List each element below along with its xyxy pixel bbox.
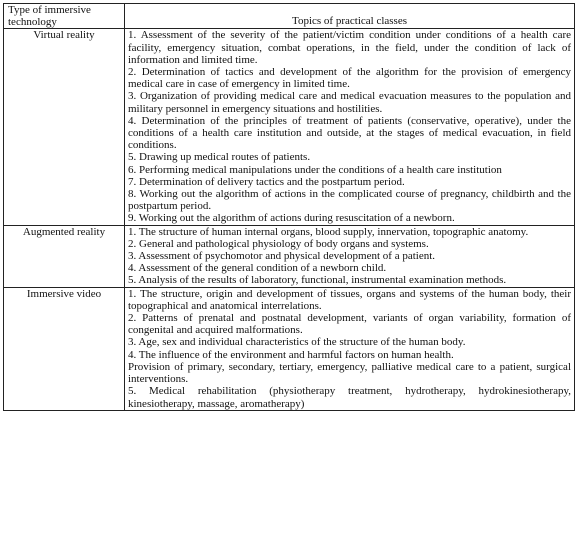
topic-item: 4. The influence of the environment and harmful factors on human health. (128, 348, 454, 361)
topic-item: Provision of primary, secondary, tertiary, emergency, palliative medical care to a patient, surgical interventions. (128, 360, 571, 386)
topic-item: 1. The structure of human internal organs, blood supply, innervation, topographic anatomy. (128, 225, 529, 238)
topic-item: 3. Assessment of psychomotor and physical development of a patient. (128, 250, 436, 263)
topic-item: 2. Patterns of prenatal and postnatal development, variants of organ variability, formation of congenital and acquired malformations. (128, 312, 571, 337)
topics-cell (125, 225, 575, 287)
topic-item: 8. Working out the algorithm of actions in the complicated course of pregnancy, childbirth and the postpartum period. (128, 188, 571, 213)
topic-item: 5. Medical rehabilitation (physiotherapy treatment, hydrotherapy, hydrokinesiotherapy, kinesiotherapy, massage, aromatherapy) (128, 385, 571, 410)
topic-item: 1. The structure, origin and development of tissues, organs and systems of the human body, their topographical and anatomical interrelations. (128, 287, 571, 312)
topic-item: 2. General and pathological physiology of body organs and systems. (128, 237, 429, 250)
table-row (4, 287, 575, 410)
table-row (4, 225, 575, 287)
topics-cell (125, 29, 575, 225)
topic-item: 2. Determination of tactics and development of the algorithm for the provision of emergency medical care in case of emergency in limited time. (128, 66, 571, 91)
technology-type-cell (4, 287, 125, 410)
technology-type-label: Augmented reality (22, 225, 106, 238)
topic-item: 9. Working out the algorithm of actions during resuscitation of a newborn. (128, 212, 455, 225)
topic-item: 4. Determination of the principles of treatment of patients (conservative, operative), under the conditions of a health care institution and outside, at the stages of medical evacuation, in field conditions. (128, 114, 571, 152)
topic-item: 5. Analysis of the results of laboratory, functional, instrumental examination methods. (128, 274, 507, 287)
technology-type-cell (4, 225, 125, 287)
table-row (4, 29, 575, 225)
technology-type-cell (4, 29, 125, 225)
topic-item: 4. Assessment of the general condition of a newborn child. (128, 262, 387, 275)
topics-table (3, 3, 575, 411)
topic-item: 3. Age, sex and individual characteristics of the structure of the human body. (128, 336, 466, 349)
topic-item: 5. Drawing up medical routes of patients. (128, 151, 311, 164)
technology-type-label: Immersive video (26, 287, 102, 300)
topic-item: 6. Performing medical manipulations under the conditions of a health care institution (128, 163, 502, 176)
header-topics: Topics of practical classes (125, 4, 575, 29)
table-body (4, 29, 575, 410)
topic-item: 3. Organization of providing medical care and medical evacuation measures to the population and military personnel in emergency situations and hostilities. (128, 90, 571, 115)
header-technology-type: Type of immersive technology (4, 4, 125, 29)
table-header-row (4, 4, 575, 29)
topics-cell (125, 287, 575, 410)
technology-type-label: Virtual reality (33, 29, 95, 42)
topic-item: 1. Assessment of the severity of the patient/victim condition under conditions of a health care facility, emergency situation, combat operations, in the field, under the condition of lack of information and limited time. (128, 29, 571, 66)
topic-item: 7. Determination of delivery tactics and the postpartum period. (128, 175, 405, 188)
